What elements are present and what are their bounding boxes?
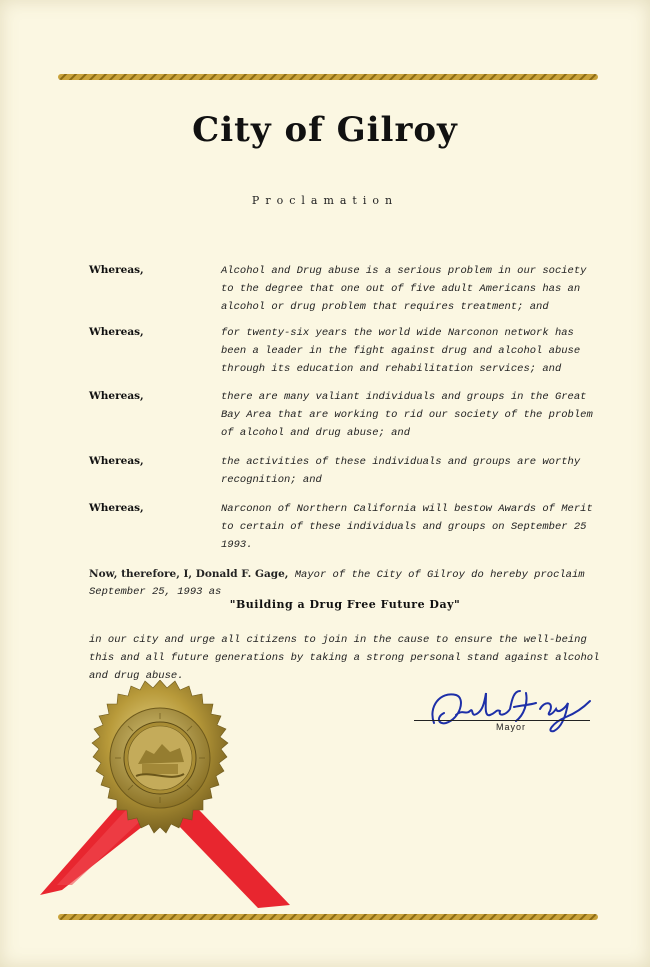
document-subtitle: Proclamation bbox=[251, 194, 399, 207]
whereas-label-1: Whereas, bbox=[89, 264, 144, 276]
whereas-line: through its education and rehabilitation services; and bbox=[221, 363, 562, 375]
signature-line bbox=[414, 720, 590, 721]
closing-line: in our city and urge all citizens to join in the cause to ensure the well-being bbox=[89, 634, 587, 646]
whereas-line: recognition; and bbox=[221, 474, 322, 486]
proclamation-statement bbox=[89, 566, 609, 601]
whereas-line: the activities of these individuals and groups are worthy bbox=[221, 456, 581, 468]
whereas-line: for twenty-six years the world wide Narconon network has bbox=[221, 327, 574, 339]
whereas-line: of alcohol and drug abuse; and bbox=[221, 427, 411, 439]
whereas-line: alcohol or drug problem that requires treatment; and bbox=[221, 301, 549, 313]
proclaimed-day-name: "Building a Drug Free Future Day" bbox=[229, 598, 461, 611]
whereas-text-1 bbox=[221, 262, 606, 316]
proclamation-date: September 25, 1993 as bbox=[89, 586, 222, 598]
closing-line: this and all future generations by taking a strong personal stand against alcohol bbox=[89, 652, 600, 664]
whereas-label-2: Whereas, bbox=[89, 326, 144, 338]
whereas-text-2 bbox=[221, 324, 606, 378]
page-title: City of Gilroy bbox=[192, 110, 458, 150]
closing-line: and drug abuse. bbox=[89, 670, 184, 682]
whereas-text-5 bbox=[221, 500, 606, 554]
gold-seal-with-ribbon bbox=[32, 680, 302, 920]
whereas-line: been a leader in the fight against drug and alcohol abuse bbox=[221, 345, 581, 357]
whereas-line: to certain of these individuals and groups on September 25 bbox=[221, 521, 587, 533]
whereas-text-3 bbox=[221, 388, 606, 442]
proclamation-lead: Now, therefore, I, Donald F. Gage, bbox=[89, 568, 289, 580]
whereas-line: to the degree that one out of five adult Americans has an bbox=[221, 283, 581, 295]
signature-title: Mayor bbox=[496, 722, 527, 732]
whereas-text-4 bbox=[221, 453, 606, 489]
whereas-line: 1993. bbox=[221, 539, 253, 551]
top-rope-border bbox=[58, 72, 598, 82]
closing-paragraph bbox=[89, 631, 609, 685]
whereas-line: Bay Area that are working to rid our society of the problem bbox=[221, 409, 593, 421]
whereas-label-3: Whereas, bbox=[89, 390, 144, 402]
bottom-rope-border bbox=[58, 912, 598, 922]
whereas-line: Narconon of Northern California will bestow Awards of Merit bbox=[221, 503, 593, 515]
whereas-line: there are many valiant individuals and groups in the Great bbox=[221, 391, 587, 403]
proclamation-rest: Mayor of the City of Gilroy do hereby proclaim bbox=[288, 569, 585, 581]
whereas-label-4: Whereas, bbox=[89, 455, 144, 467]
whereas-line: Alcohol and Drug abuse is a serious problem in our society bbox=[221, 265, 587, 277]
whereas-label-5: Whereas, bbox=[89, 502, 144, 514]
